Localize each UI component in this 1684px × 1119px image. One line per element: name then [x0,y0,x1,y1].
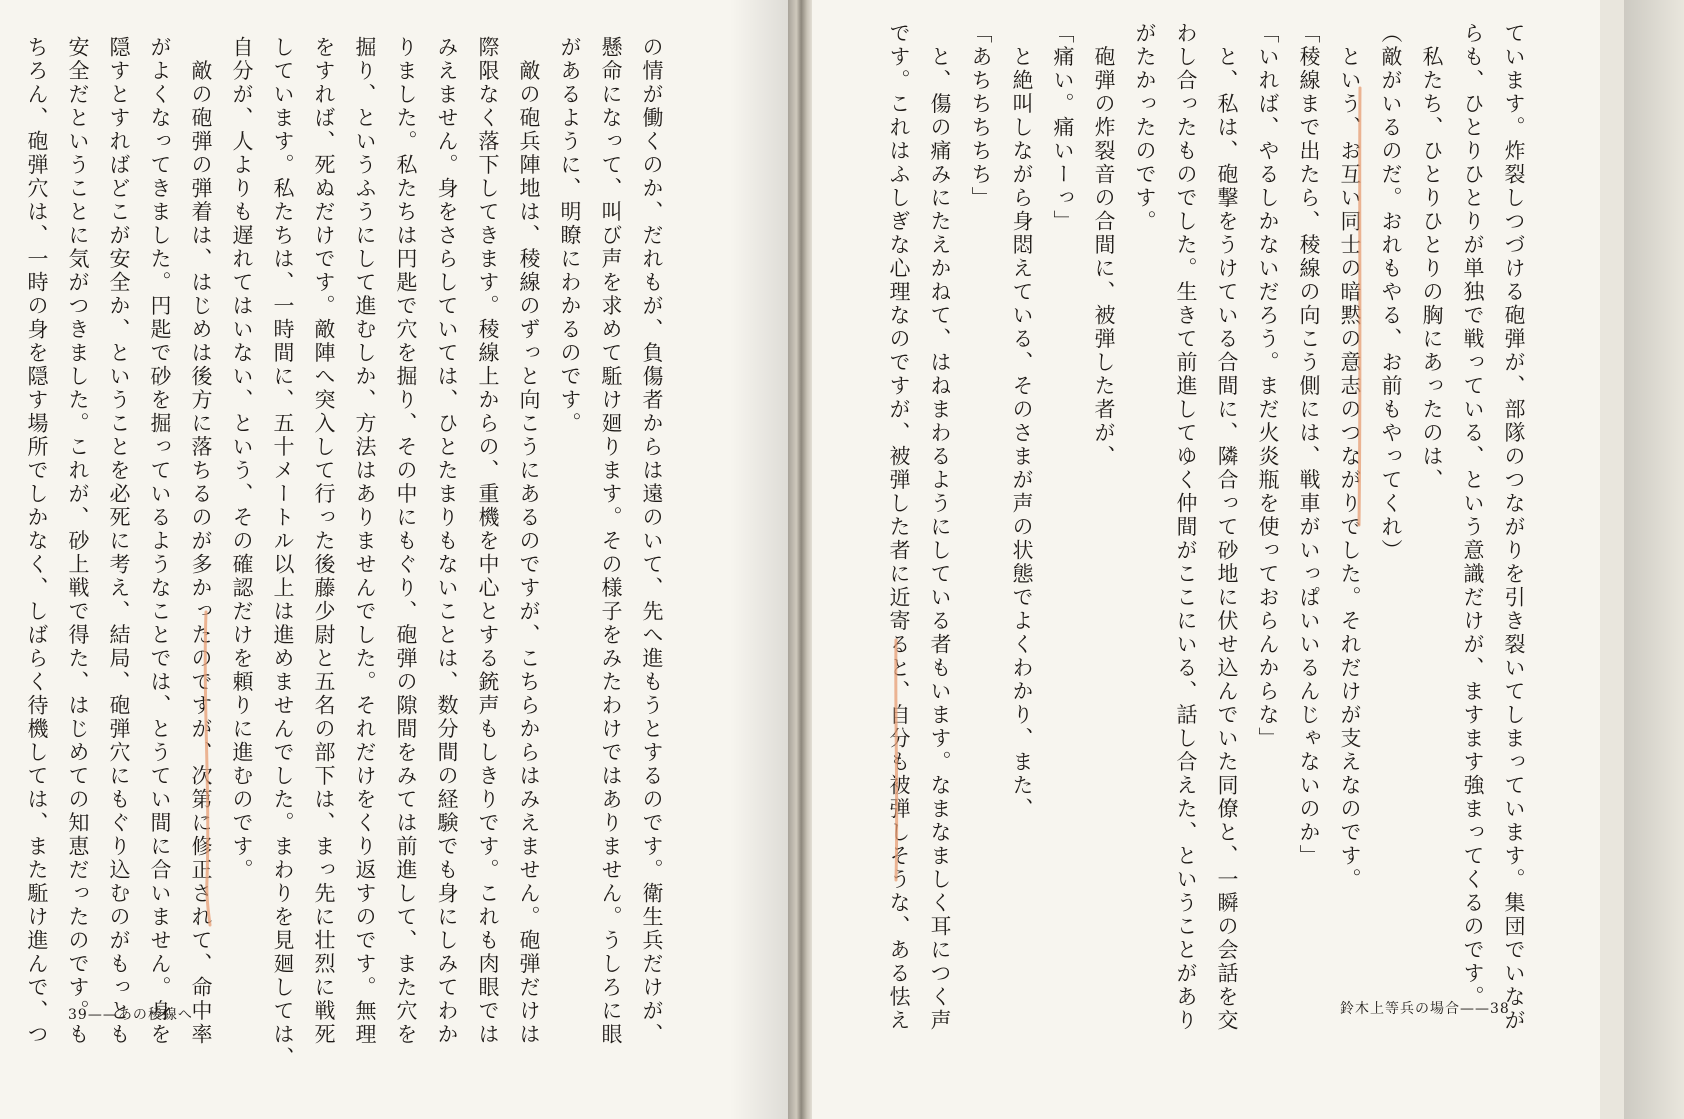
left-page-line: りました。私たちは円匙で穴を掘り、その中にもぐり、砲弾の隙間をみては前進して、また穴を [394,36,418,1047]
right-page [812,0,1600,1119]
left-page-line: 懸命になって、叫び声を求めて駈け廻ります。その様子をみたわけではありません。うしろに眼 [599,36,623,1047]
right-page-line: がたかったのです。 [1133,22,1157,234]
right-running-footer: 鈴木上等兵の場合——38 [1340,1001,1510,1017]
right-page-line: 「あちちちちち」 [969,22,993,210]
left-page-line: 隠すとすればどこが安全か、ということを必死に考え、結局、砲弾穴にもぐり込むのがもっとも [107,36,131,1047]
right-page-line: 「いれば、やるしかないだろう。まだ火炎瓶を使っておらんからな」 [1256,22,1280,751]
right-page-line: 「痛い。痛いーっ」 [1051,22,1075,234]
left-page-line: がよくなってきました。円匙で砂を掘っているようなことでは、とうてい間に合いません。身を [148,36,172,1047]
right-page-line: 「稜線まで出たら、稜線の向こう側には、戦車がいっぱいいるんじゃないのか」 [1297,22,1321,868]
left-page-line: があるように、明瞭にわかるのです。 [558,36,582,436]
left-page-line: 敵の砲兵陣地は、稜線のずっと向こうにあるのですが、こちらからはみえません。砲弾だけは [517,36,541,1047]
left-page [0,0,788,1119]
right-page-line: です。これはふしぎな心理なのですが、被弾した者に近寄ると、自分も被弾しそうな、ある怯え [887,22,911,1033]
right-page-line: という、お互い同士の暗黙の意志のつながりでした。それだけが支えなのです。 [1338,22,1362,892]
right-page-line: （敵がいるのだ。おれもやる、お前もやってくれ） [1379,22,1403,563]
left-page-line: 安全だということに気がつきました。これが、砂上戦で得た、はじめての知恵だったのです。も [66,36,90,1047]
right-page-line: 私たち、ひとりひとりの胸にあったのは、 [1420,22,1444,492]
left-page-line: ちろん、砲弾穴は、一時の身を隠す場所でしかなく、しばらく待機しては、また駈け進んで、つ [25,36,49,1047]
right-page-line: と絶叫しながら身悶えている、そのさまが声の状態でよくわかり、また、 [1010,22,1034,821]
right-page-line: と、私は、砲撃をうけている合間に、隣合って砂地に伏せ込んでいた同僚と、一瞬の会話を交 [1215,22,1239,1033]
left-page-line: 際限なく落下してきます。稜線上からの、重機を中心とする銃声もしきりです。これも肉眼では [476,36,500,1047]
right-page-line: らも、ひとりひとりが単独で戦っている、という意識だけが、ますます強まってくるのです。 [1461,22,1485,1009]
left-running-footer: 39——あの稜線へ [68,1007,193,1023]
right-page-line: わし合ったものでした。生きて前進してゆく仲間がここにいる、話し合えた、ということがあり [1174,22,1198,1033]
left-page-line: 掘り、というふうにして進むしか、方法はありませんでした。それだけをくり返すのです。無理 [353,36,377,1047]
right-page-line: と、傷の痛みにたえかねて、はねまわるようにしている者もいます。なまなましく耳につく声 [928,22,952,1033]
book-spine [788,0,812,1119]
right-gutter-shadow [1624,0,1684,1119]
left-page-line: しています。私たちは、一時間に、五十メートル以上は進めませんでした。まわりを見廻しては、 [271,36,295,1070]
right-page-line: 砲弾の炸裂音の合間に、被弾した者が、 [1092,22,1116,469]
left-page-line: の情が働くのか、だれもが、負傷者からは遠のいて、先へ進もうとするのです。衛生兵だけが、 [640,36,664,1047]
right-page-line: ています。炸裂しつづける砲弾が、部隊のつながりを引き裂いてしまっています。集団でいなが [1502,22,1526,1033]
left-gutter-shadow [730,0,788,1119]
left-page-line: をすれば、死ぬだけです。敵陣へ突入して行った後藤少尉と五名の部下は、まっ先に壮烈に戦死 [312,36,336,1047]
left-page-line: 敵の砲弾の弾着は、はじめは後方に落ちるのが多かったのですが、次第に修正されて、命中率 [189,36,213,1047]
left-page-line: みえません。身をさらしていては、ひとたまりもないことは、数分間の経験でも身にしみてわか [435,36,459,1047]
left-page-line: 自分が、人よりも遅れてはいない、という、その確認だけを頼りに進むのです。 [230,36,254,882]
